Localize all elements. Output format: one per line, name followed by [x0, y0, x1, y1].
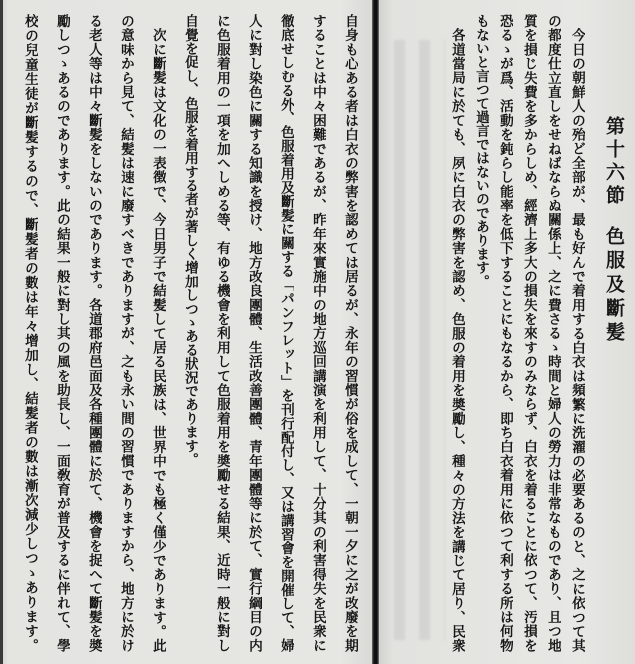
text-column: の意味から見て、結髪は速に廢すべきでありますが、之も永い間の習慣でありますから、地方に於け: [118, 14, 134, 652]
text-column: 勵しつゝあるのであります。此の結果一般に對し其の風を助長し、一面敎育が普及するに伴れて、學: [54, 14, 70, 652]
text-column: 恐るゝが爲、活動を鈍らし能率を低下することにもなるから、即ち白衣着用に依つて利する所は何物: [497, 14, 513, 652]
page-gutter: [372, 0, 379, 664]
page-edge: [0, 0, 3, 664]
text-column: 今日の朝鮮人の殆ど全部が、最も好んで着用する白衣は頻繁に洗濯の必要あるのと、之に依つて其: [569, 27, 585, 652]
text-column: に色服着用の一項を加へしめる等、有ゆる機會を利用して色服着用を奬勵せる結果、近時一般に對し: [214, 14, 230, 652]
text-column: る老人等は中々斷髪をしないのであります。各道郡府邑面及各種團體に於て、機會を捉へて斷髪を奬: [86, 14, 102, 652]
text-column: することは中々困難であるが、昨年來實施中の地方巡回講演を利用して、十分其の利害得失を民衆に: [310, 14, 326, 652]
text-column: 次に斷髪は文化の一表徴で、今日男子で結髪して居る民族は、世界中でも極く僅少であります。此: [150, 27, 166, 652]
text-column: 質を損じ失費を多からしめ、經濟上多大の損失を來すのみならず、白衣を着ることに依つて、汚損を: [521, 14, 537, 652]
section-title: 色服及斷髪: [603, 226, 625, 346]
section-number: 第十六節: [603, 116, 625, 208]
text-column: 徹底せしむる外、色服着用及斷髪に關する「パンフレット」を刊行配付し、又は講習會を開催して、婦: [278, 14, 294, 652]
text-column: 自身も心ある者は白衣の弊害を認めては居るが、永年の習慣が俗を成して、一朝一夕に之が改廢を期: [342, 14, 358, 652]
text-column: 自覺を促し、色服を着用する者が著しく增加しつゝある狀況であります。: [182, 14, 198, 467]
bleed-through-shadow: [385, 40, 445, 640]
text-column: 各道當局に於ても、夙に白衣の弊害を認め、色服の着用を奬勵し、種々の方法を講じて居り、民衆: [449, 27, 465, 652]
text-column: 人に對し染色に關する知識を授け、地方改良團體、生活改善團體、青年團體等に於て、實行綱目の内: [246, 14, 262, 652]
text-column: 校の兒童生徒が斷髪するので、斷髪者の數は年々增加し、結髪者の數は漸次減少しつゝあります。: [22, 14, 38, 652]
text-column: の都度仕立直しをせねばならぬ關係上、之に費さるゝ時間と婦人の勞力は非常なものであり、且つ地: [545, 14, 561, 652]
text-column: もないと言つて過言ではないのであります。: [473, 14, 489, 288]
